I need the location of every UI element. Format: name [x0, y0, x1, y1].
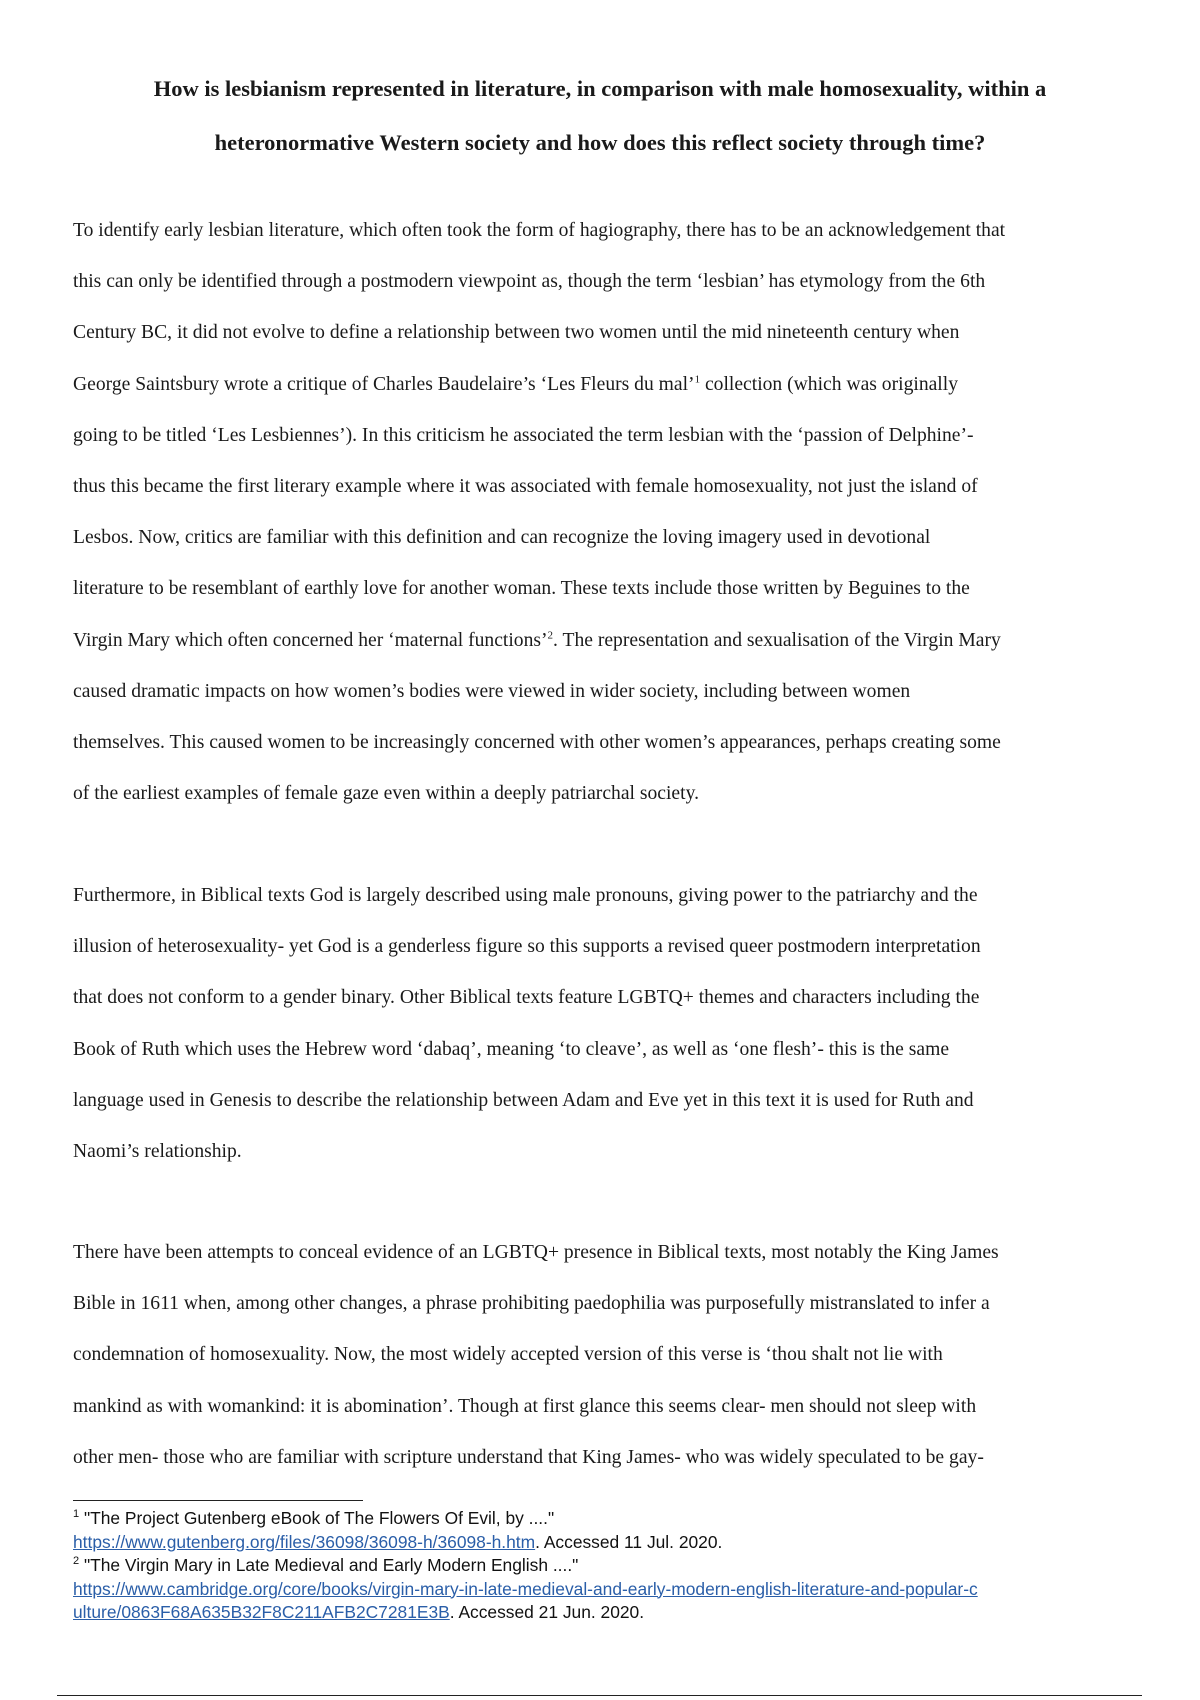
footnote-2-link-line	[73, 1578, 1153, 1602]
paragraph-line: There have been attempts to conceal evidence of an LGBTQ+ presence in Biblical texts, most notably the King James	[73, 1242, 999, 1263]
footnote-1-link[interactable]: https://www.gutenberg.org/files/36098/36098-h/36098-h.htm	[73, 1531, 536, 1552]
paragraph-line: thus this became the first literary example where it was associated with female homosexuality, not just the island of	[73, 476, 978, 498]
paragraph-line	[73, 359, 1153, 410]
line-text: George Saintsbury wrote a critique of Charles Baudelaire’s ‘Les Fleurs du mal’	[73, 373, 695, 395]
paragraph-2	[73, 870, 1153, 1177]
footnote-title: "The Project Gutenberg eBook of The Flowers Of Evil, by ...."	[79, 1508, 555, 1528]
footnote-2-link-cont[interactable]: ulture/0863F68A635B32F8C211AFB2C7281E3B	[73, 1602, 450, 1622]
line-text: collection (which was originally	[700, 373, 958, 395]
paragraph-line: Bible in 1611 when, among other changes, a phrase prohibiting paedophilia was purposefully mistranslated to infer a	[73, 1293, 990, 1315]
paragraph-line: literature to be resemblant of earthly love for another woman. These texts include those written by Beguines to the	[73, 578, 970, 600]
line-text: Virgin Mary which often concerned her ‘maternal functions’	[73, 629, 548, 651]
footnote-2-link[interactable]: https://www.cambridge.org/core/books/virgin-mary-in-late-medieval-and-early-modern-english-literature-and-popular-c	[73, 1578, 978, 1599]
paragraph-line: of the earliest examples of female gaze even within a deeply patriarchal society.	[73, 783, 699, 805]
footnote-1-link-line	[73, 1531, 1153, 1555]
paragraph-line: going to be titled ‘Les Lesbiennes’). In this criticism he associated the term lesbian with the ‘passion of Delphine’-	[73, 424, 974, 446]
footnote-separator	[73, 1500, 363, 1501]
paragraph-line: condemnation of homosexuality. Now, the most widely accepted version of this verse is ‘thou shalt not lie with	[73, 1344, 943, 1366]
page-bottom-rule	[57, 1695, 1142, 1696]
footnote-2-link-line	[73, 1601, 1153, 1625]
paragraph-line: illusion of heterosexuality- yet God is a genderless figure so this supports a revised queer postmodern interpretation	[73, 936, 981, 958]
paragraph-line: mankind as with womankind: it is abomination’. Though at first glance this seems clear- men should not sleep with	[73, 1395, 977, 1417]
footnote-ref-1[interactable]: 1	[694, 373, 701, 386]
essay-title	[70, 62, 1130, 170]
paragraph-line: that does not conform to a gender binary. Other Biblical texts feature LGBTQ+ themes and characters including the	[73, 987, 980, 1009]
paragraph-line: Book of Ruth which uses the Hebrew word ‘dabaq’, meaning ‘to cleave’, as well as ‘one flesh’- this is the same	[73, 1038, 950, 1060]
paragraph-line: Century BC, it did not evolve to define a relationship between two women until the mid nineteenth century when	[73, 322, 960, 344]
line-text: . The representation and sexualisation of the Virgin Mary	[553, 629, 1001, 651]
paragraph-line: caused dramatic impacts on how women’s bodies were viewed in wider society, including between women	[73, 680, 911, 702]
paragraph-line: other men- those who are familiar with scripture understand that King James- who was widely speculated to be gay-	[73, 1446, 984, 1468]
footnote-ref-2[interactable]: 2	[547, 629, 554, 642]
paragraph-line: Naomi’s relationship.	[73, 1141, 242, 1163]
footnote-1-title	[73, 1507, 1153, 1531]
paragraph-line: Furthermore, in Biblical texts God is largely described using male pronouns, giving power to the patriarchy and the	[73, 885, 978, 906]
paragraph-line: themselves. This caused women to be increasingly concerned with other women’s appearances, perhaps creating some	[73, 732, 1001, 754]
paragraph-line: To identify early lesbian literature, which often took the form of hagiography, there has to be an acknowledgement that	[73, 220, 1006, 241]
footnotes	[73, 1507, 1153, 1625]
paragraph-line: this can only be identified through a postmodern viewpoint as, though the term ‘lesbian’ has etymology from the 6th	[73, 271, 986, 293]
footnote-accessed: . Accessed 21 Jun. 2020.	[449, 1602, 645, 1622]
paragraph-3	[73, 1227, 1153, 1483]
paragraph-line: language used in Genesis to describe the relationship between Adam and Eve yet in this text it is used for Ruth and	[73, 1089, 974, 1111]
paragraph-line: Lesbos. Now, critics are familiar with this definition and can recognize the loving imagery used in devotional	[73, 527, 931, 549]
title-line: heteronormative Western society and how does this reflect society through time?	[214, 130, 986, 155]
paragraph-1	[73, 205, 1153, 819]
footnote-2-title	[73, 1554, 1153, 1578]
footnote-number: 1	[73, 1508, 80, 1521]
footnote-accessed: . Accessed 11 Jul. 2020.	[535, 1531, 723, 1552]
title-line: How is lesbianism represented in literature, in comparison with male homosexuality, within a	[153, 76, 1047, 101]
footnote-number: 2	[73, 1555, 80, 1568]
footnote-title: "The Virgin Mary in Late Medieval and Early Modern English ...."	[79, 1555, 579, 1575]
paragraph-line	[73, 615, 1153, 666]
